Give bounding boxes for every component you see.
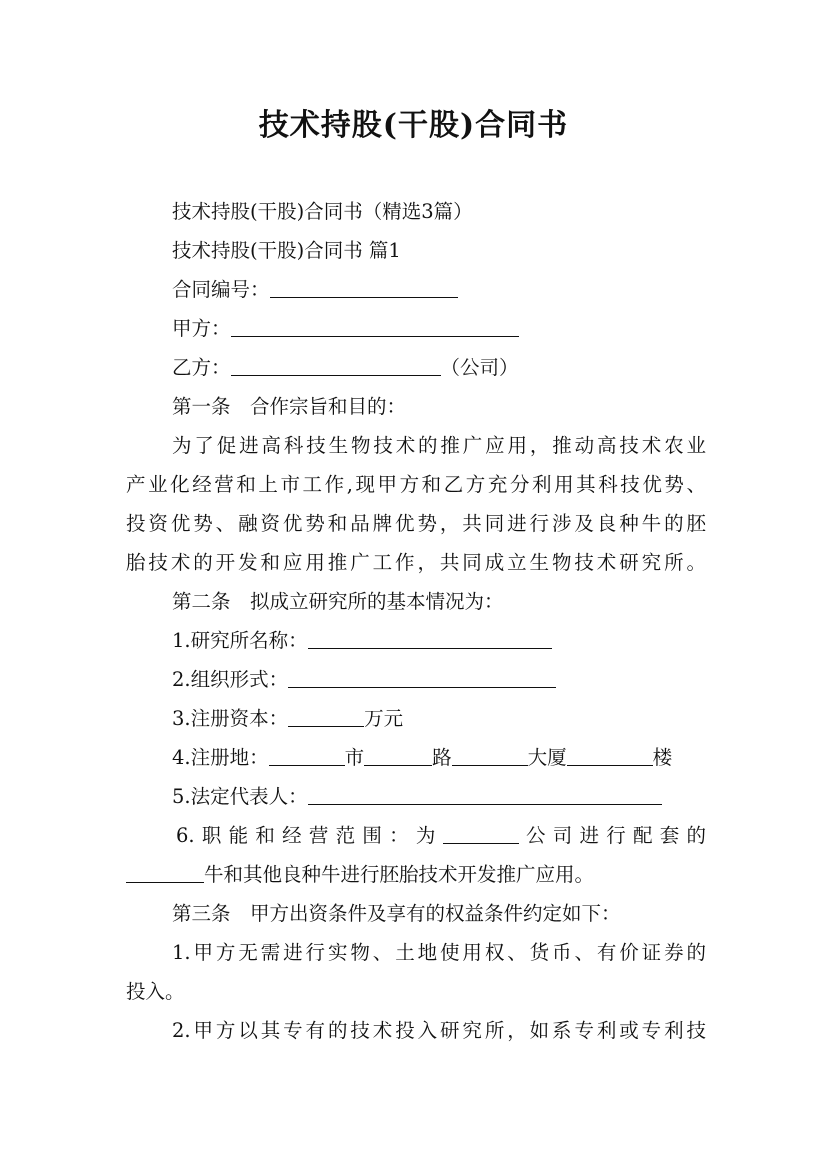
article-1-line-3: 投资优势、融资优势和品牌优势，共同进行涉及良种牛的胚 — [126, 512, 706, 535]
registered-address-label: 4.注册地： — [172, 746, 269, 769]
institute-name-blank — [308, 629, 552, 650]
institute-name-line — [126, 621, 706, 661]
cattle-breed-blank — [126, 863, 204, 884]
business-scope-line-1 — [126, 816, 706, 856]
floor-blank — [567, 746, 653, 767]
registered-capital-blank — [288, 707, 364, 728]
city-blank — [269, 746, 345, 767]
building-suffix: 大厦 — [527, 746, 567, 769]
subtitle: 技术持股(干股)合同书（精选3篇） — [172, 200, 473, 223]
road-suffix: 路 — [432, 746, 452, 769]
article-1-line-4: 胎技术的开发和应用推广工作，共同成立生物技术研究所。 — [126, 551, 706, 574]
building-blank — [452, 746, 528, 767]
business-scope-continuation: 牛和其他良种牛进行胚胎技术开发推广应用。 — [204, 863, 595, 886]
business-scope-text: 公司进行配套的 — [518, 824, 706, 847]
party-a-line — [126, 309, 706, 349]
article-1-line-1: 为了促进高科技生物技术的推广应用，推动高技术农业 — [172, 434, 706, 457]
party-a-blank — [231, 317, 519, 338]
party-b-blank — [231, 356, 441, 377]
business-scope-label: 6.职能和经营范围：为 — [176, 824, 443, 847]
company-blank — [443, 824, 519, 845]
legal-rep-blank — [308, 785, 662, 806]
party-a-label: 甲方： — [172, 317, 231, 340]
article-3-item-2-line-1: 2.甲方以其专有的技术投入研究所，如系专利或专利技 — [172, 1019, 706, 1042]
org-form-blank — [288, 668, 556, 689]
article-3-item-1-line-2: 投入。 — [126, 980, 185, 1003]
business-scope-line-2 — [126, 855, 706, 895]
legal-rep-label: 5.法定代表人： — [172, 785, 308, 808]
article-1-line-2: 产业化经营和上市工作,现甲方和乙方充分利用其科技优势、 — [126, 473, 706, 496]
article-1-heading: 第一条 合作宗旨和目的： — [172, 395, 407, 418]
article-2-heading: 第二条 拟成立研究所的基本情况为： — [172, 590, 504, 613]
legal-rep-line — [126, 777, 706, 817]
article-3-heading: 第三条 甲方出资条件及享有的权益条件约定如下： — [172, 902, 621, 925]
registered-capital-line — [126, 699, 706, 739]
city-suffix: 市 — [344, 746, 365, 769]
org-form-label: 2.组织形式： — [172, 668, 289, 691]
org-form-line — [126, 660, 706, 700]
registered-capital-label: 3.注册资本： — [172, 707, 289, 730]
contract-number-line — [126, 270, 706, 310]
document-title: 技术持股(干股)合同书 — [258, 108, 569, 143]
party-b-line — [126, 348, 706, 388]
contract-number-blank — [270, 278, 458, 299]
registered-capital-unit: 万元 — [364, 707, 404, 730]
party-b-suffix: （公司） — [440, 356, 519, 379]
article-3-item-1-line-1: 1.甲方无需进行实物、土地使用权、货币、有价证券的 — [172, 941, 706, 964]
institute-name-label: 1.研究所名称： — [172, 629, 308, 652]
floor-suffix: 楼 — [652, 746, 673, 769]
contract-number-label: 合同编号： — [172, 278, 270, 301]
part-heading: 技术持股(干股)合同书 篇1 — [172, 239, 401, 262]
party-b-label: 乙方： — [172, 356, 231, 379]
road-blank — [364, 746, 432, 767]
registered-address-line — [126, 738, 706, 778]
